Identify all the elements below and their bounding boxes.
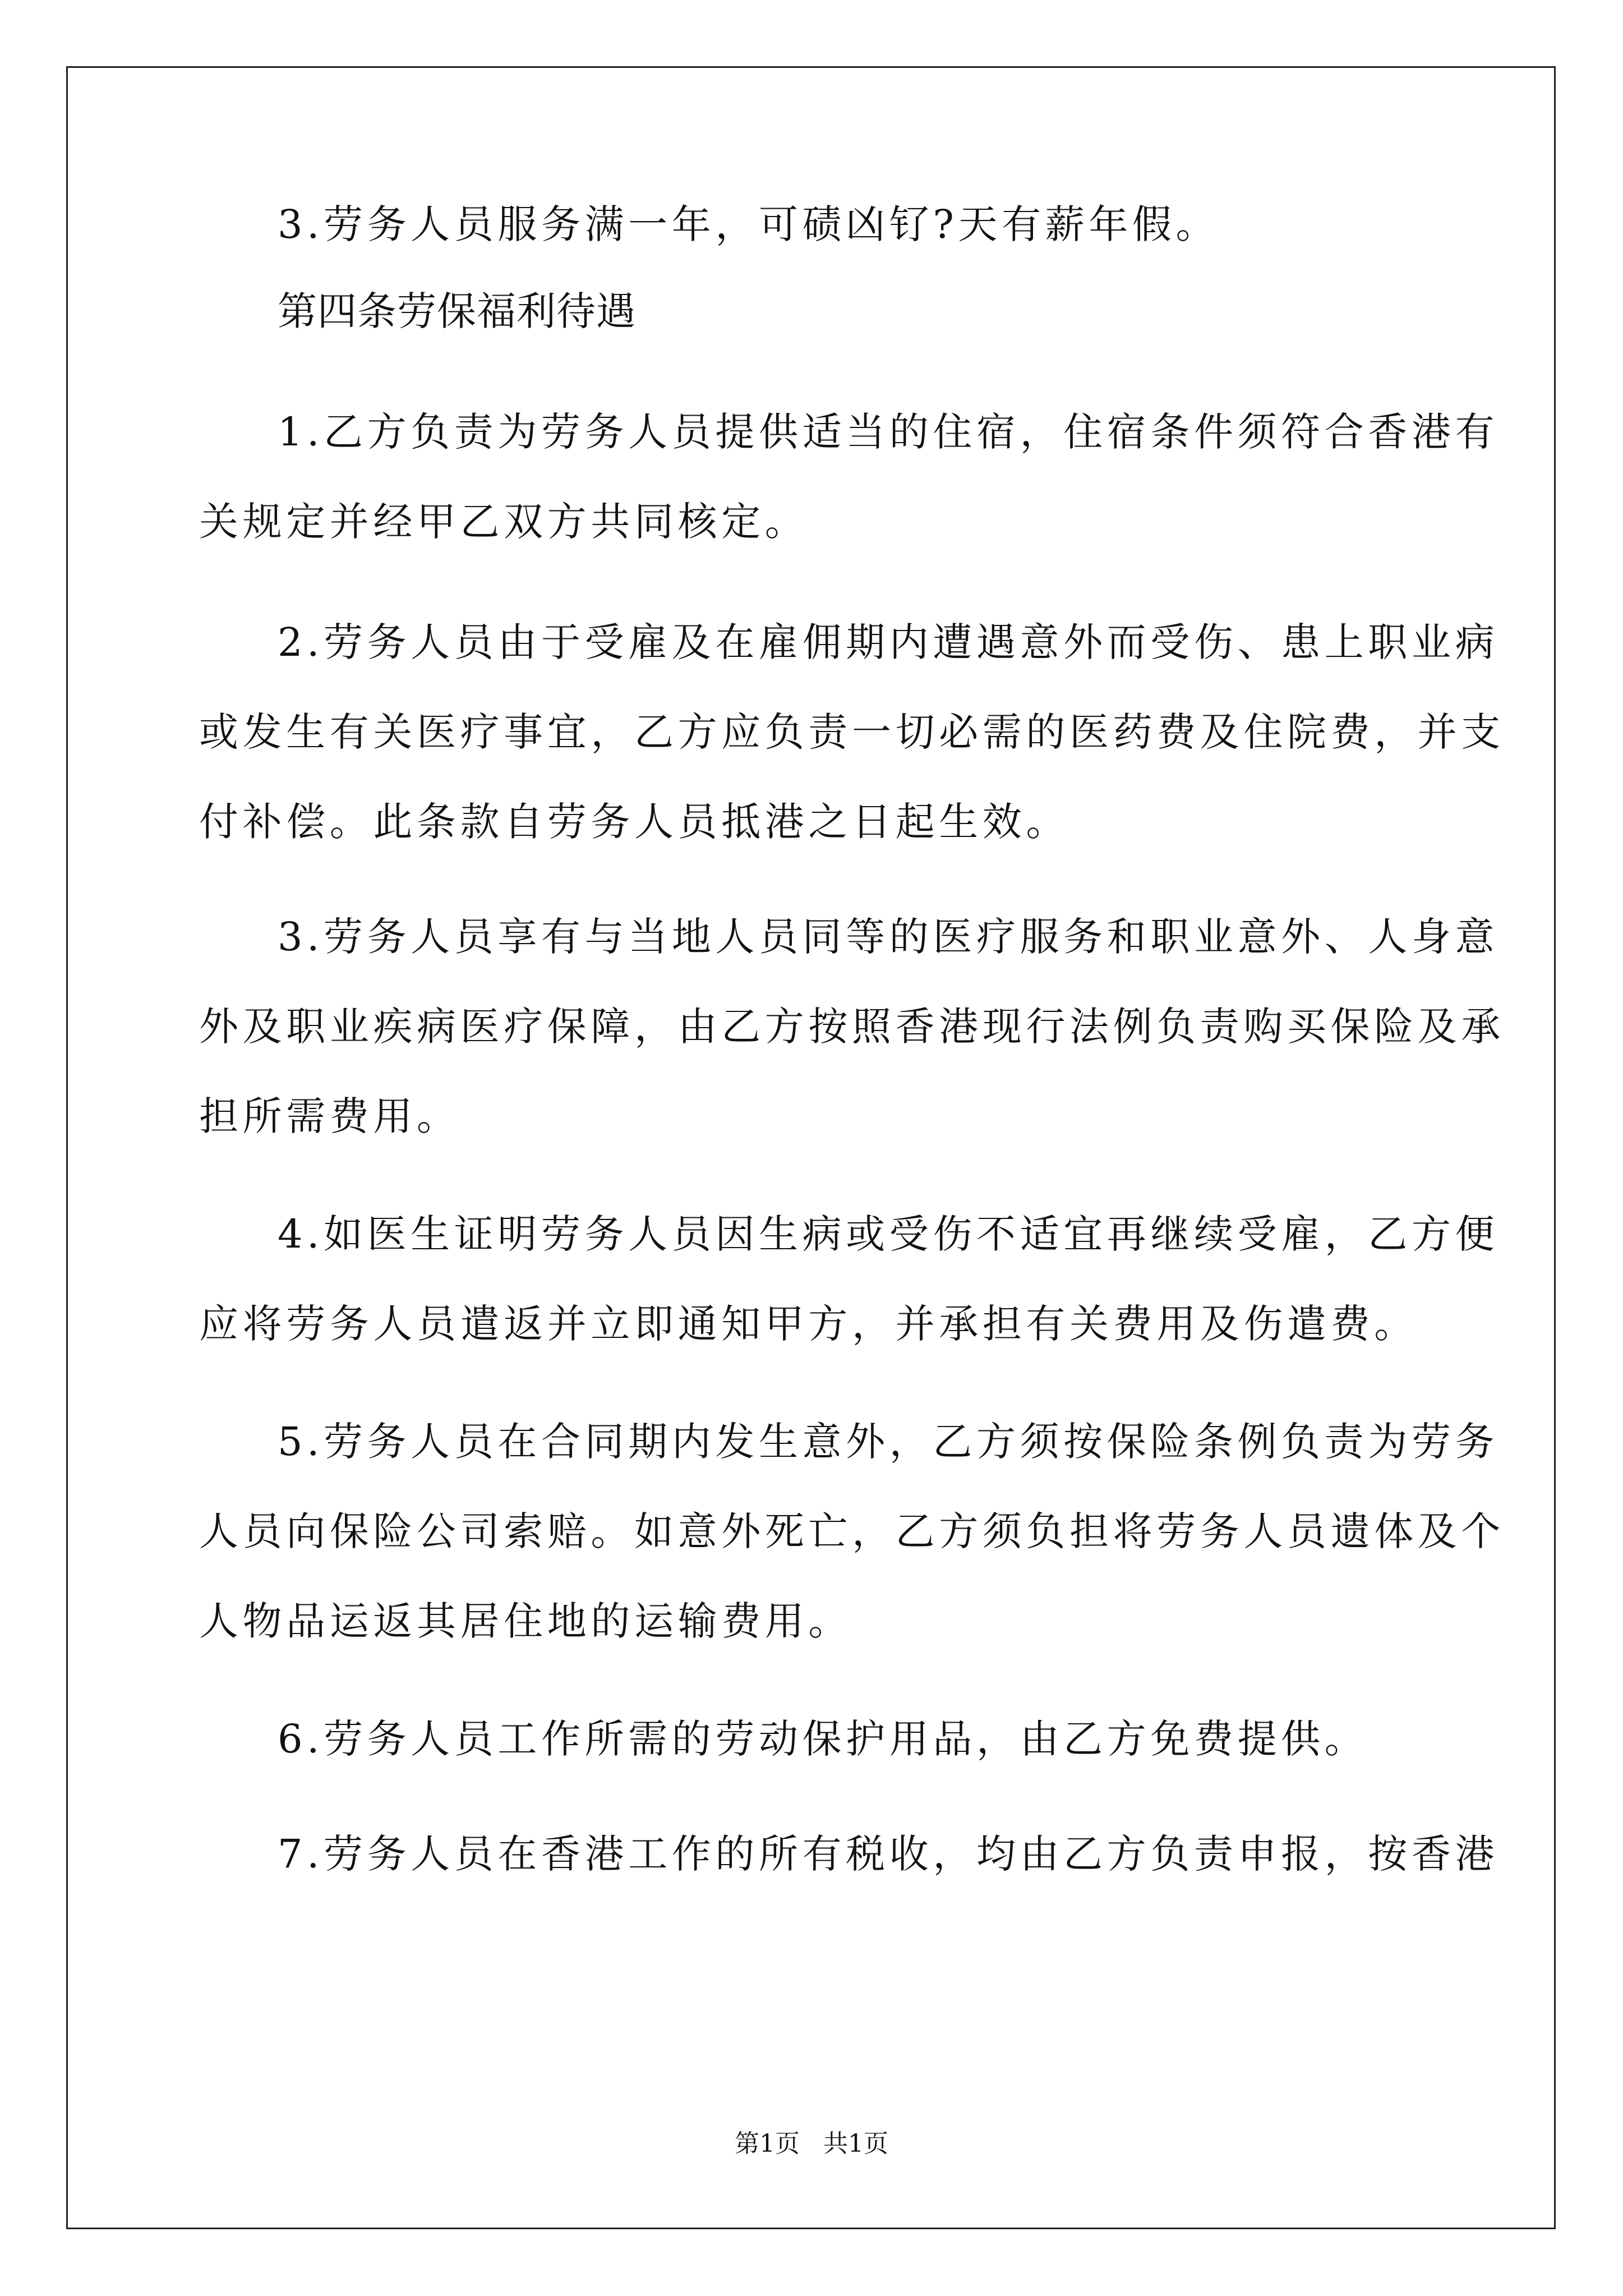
paragraph-line: 5.劳务人员在合同期内发生意外，乙方须按保险条例负责为劳务 [278, 1419, 1499, 1465]
paragraph-line: 人物品运返其居住地的运输费用。 [199, 1598, 852, 1644]
paragraph-line: 7.劳务人员在香港工作的所有税收，均由乙方负责申报，按香港 [278, 1831, 1499, 1877]
section-heading: 第四条劳保福利待遇 [278, 288, 636, 334]
paragraph-line: 担所需费用。 [199, 1093, 460, 1139]
paragraph-line: 6.劳务人员工作所需的劳动保护用品，由乙方免费提供。 [278, 1716, 1368, 1762]
paragraph-line: 付补偿。此条款自劳务人员抵港之日起生效。 [199, 799, 1069, 845]
paragraph-line: 3.劳务人员享有与当地人员同等的医疗服务和职业意外、人身意 [278, 914, 1499, 960]
paragraph-line: 或发生有关医疗事宜，乙方应负责一切必需的医药费及住院费，并支 [199, 709, 1505, 755]
paragraph-line: 2.劳务人员由于受雇及在雇佣期内遭遇意外而受伤、患上职业病 [278, 619, 1499, 665]
paragraph-line: 4.如医生证明劳务人员因生病或受伤不适宜再继续受雇，乙方便 [278, 1211, 1499, 1257]
paragraph-line: 外及职业疾病医疗保障，由乙方按照香港现行法例负责购买保险及承 [199, 1004, 1505, 1050]
paragraph-line: 应将劳务人员遣返并立即通知甲方，并承担有关费用及伤遣费。 [199, 1301, 1418, 1347]
paragraph-line: 3.劳务人员服务满一年，可碛凶钌?天有薪年假。 [278, 201, 1220, 247]
page-border [66, 66, 1556, 2229]
paragraph-line: 人员向保险公司索赔。如意外死亡，乙方须负担将劳务人员遗体及个 [199, 1508, 1505, 1554]
paragraph-line: 关规定并经甲乙双方共同核定。 [199, 499, 809, 545]
page-number-footer: 第1页 共1页 [735, 2129, 888, 2158]
paragraph-line: 1.乙方负责为劳务人员提供适当的住宿，住宿条件须符合香港有 [278, 409, 1499, 455]
